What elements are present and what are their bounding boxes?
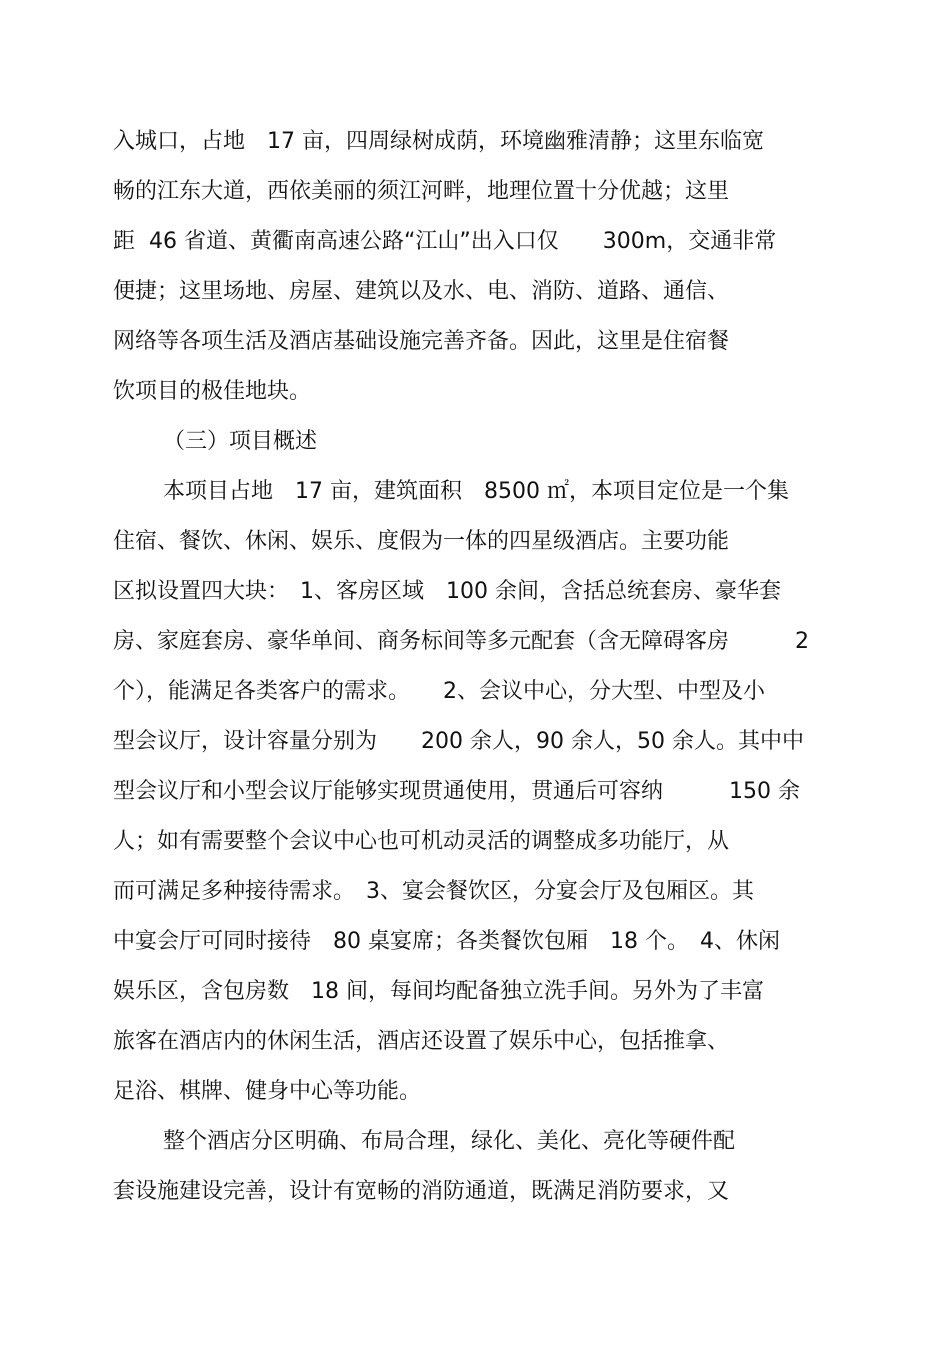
text-line: 房、家庭套房、豪华单间、商务标间等多元配套（含无障碍客房 2 [113, 629, 809, 654]
text-line: 畅的江东大道，西依美丽的须江河畔，地理位置十分优越；这里 [113, 179, 730, 204]
text-line: 中宴会厅可同时接待 80 桌宴席；各类餐饮包厢 18 个。 4、休闲 [113, 929, 780, 954]
text-line: 网络等各项生活及酒店基础设施完善齐备。因此，这里是住宿餐 [113, 329, 730, 354]
text-line: 便捷；这里场地、房屋、建筑以及水、电、消防、道路、通信、 [113, 279, 730, 304]
text-line: 娱乐区，含包房数 18 间，每间均配备独立洗手间。另外为了丰富 [113, 979, 764, 1004]
text-line: 足浴、棋牌、健身中心等功能。 [113, 1079, 422, 1104]
text-line: 而可满足多种接待需求。 3、宴会餐饮区，分宴会厅及包厢区。其 [113, 879, 754, 904]
text-line: 型会议厅，设计容量分别为 200 余人，90 余人，50 余人。其中中 [113, 729, 804, 754]
text-line: 距 46 省道、黄衢南高速公路“江山”出入口仅 300m，交通非常 [113, 229, 777, 254]
text-line: 人；如有需要整个会议中心也可机动灵活的调整成多功能厅，从 [113, 829, 730, 854]
text-line: 整个酒店分区明确、布局合理，绿化、美化、亮化等硬件配 [163, 1129, 736, 1154]
text-line: 旅客在酒店内的休闲生活，酒店还设置了娱乐中心，包括推拿、 [113, 1029, 730, 1054]
text-line: 住宿、餐饮、休闲、娱乐、度假为一体的四星级酒店。主要功能 [113, 529, 730, 554]
text-line: 饮项目的极佳地块。 [113, 379, 312, 404]
text-line: 入城口，占地 17 亩，四周绿树成荫，环境幽雅清静；这里东临宽 [113, 129, 764, 154]
text-line: 本项目占地 17 亩，建筑面积 8500 ㎡，本项目定位是一个集 [163, 479, 789, 504]
text-line: 区拟设置四大块： 1、客房区域 100 余间，含括总统套房、豪华套 [113, 579, 781, 604]
text-line: 型会议厅和小型会议厅能够实现贯通使用，贯通后可容纳 150 余 [113, 779, 800, 804]
section-heading: （三）项目概述 [163, 429, 318, 454]
text-line: 个），能满足各类客户的需求。 2、会议中心，分大型、中型及小 [113, 679, 765, 704]
text-line: 套设施建设完善，设计有宽畅的消防通道，既满足消防要求，又 [113, 1179, 730, 1204]
